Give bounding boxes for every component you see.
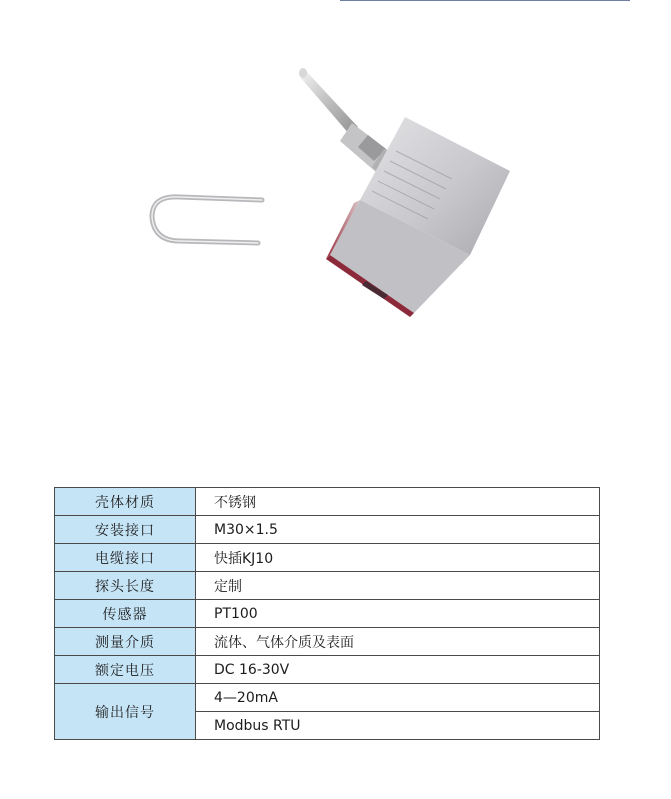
table-row xyxy=(55,684,600,712)
spec-label: 额定电压 xyxy=(55,656,196,684)
table-row xyxy=(55,600,600,628)
spec-label: 壳体材质 xyxy=(55,488,196,516)
spec-label: 安装接口 xyxy=(55,516,196,544)
table-row xyxy=(55,488,600,516)
spec-value: M30×1.5 xyxy=(196,516,600,544)
spec-label: 传感器 xyxy=(55,600,196,628)
spec-label: 电缆接口 xyxy=(55,544,196,572)
table-row xyxy=(55,516,600,544)
table-row xyxy=(55,544,600,572)
spec-value: 不锈钢 xyxy=(196,488,600,516)
product-photo xyxy=(140,55,530,345)
spec-table xyxy=(54,487,600,740)
table-row xyxy=(55,628,600,656)
table-row xyxy=(55,656,600,684)
spec-value: 快插KJ10 xyxy=(196,544,600,572)
table-row xyxy=(55,572,600,600)
spec-value: 流体、气体介质及表面 xyxy=(196,628,600,656)
spec-value: 4—20mA xyxy=(196,684,600,712)
spec-value: DC 16-30V xyxy=(196,656,600,684)
spec-label: 测量介质 xyxy=(55,628,196,656)
spec-value: PT100 xyxy=(196,600,600,628)
spec-value: 定制 xyxy=(196,572,600,600)
spec-label: 探头长度 xyxy=(55,572,196,600)
spec-value: Modbus RTU xyxy=(196,712,600,740)
spec-label: 输出信号 xyxy=(55,684,196,740)
top-divider-line xyxy=(340,0,630,1)
